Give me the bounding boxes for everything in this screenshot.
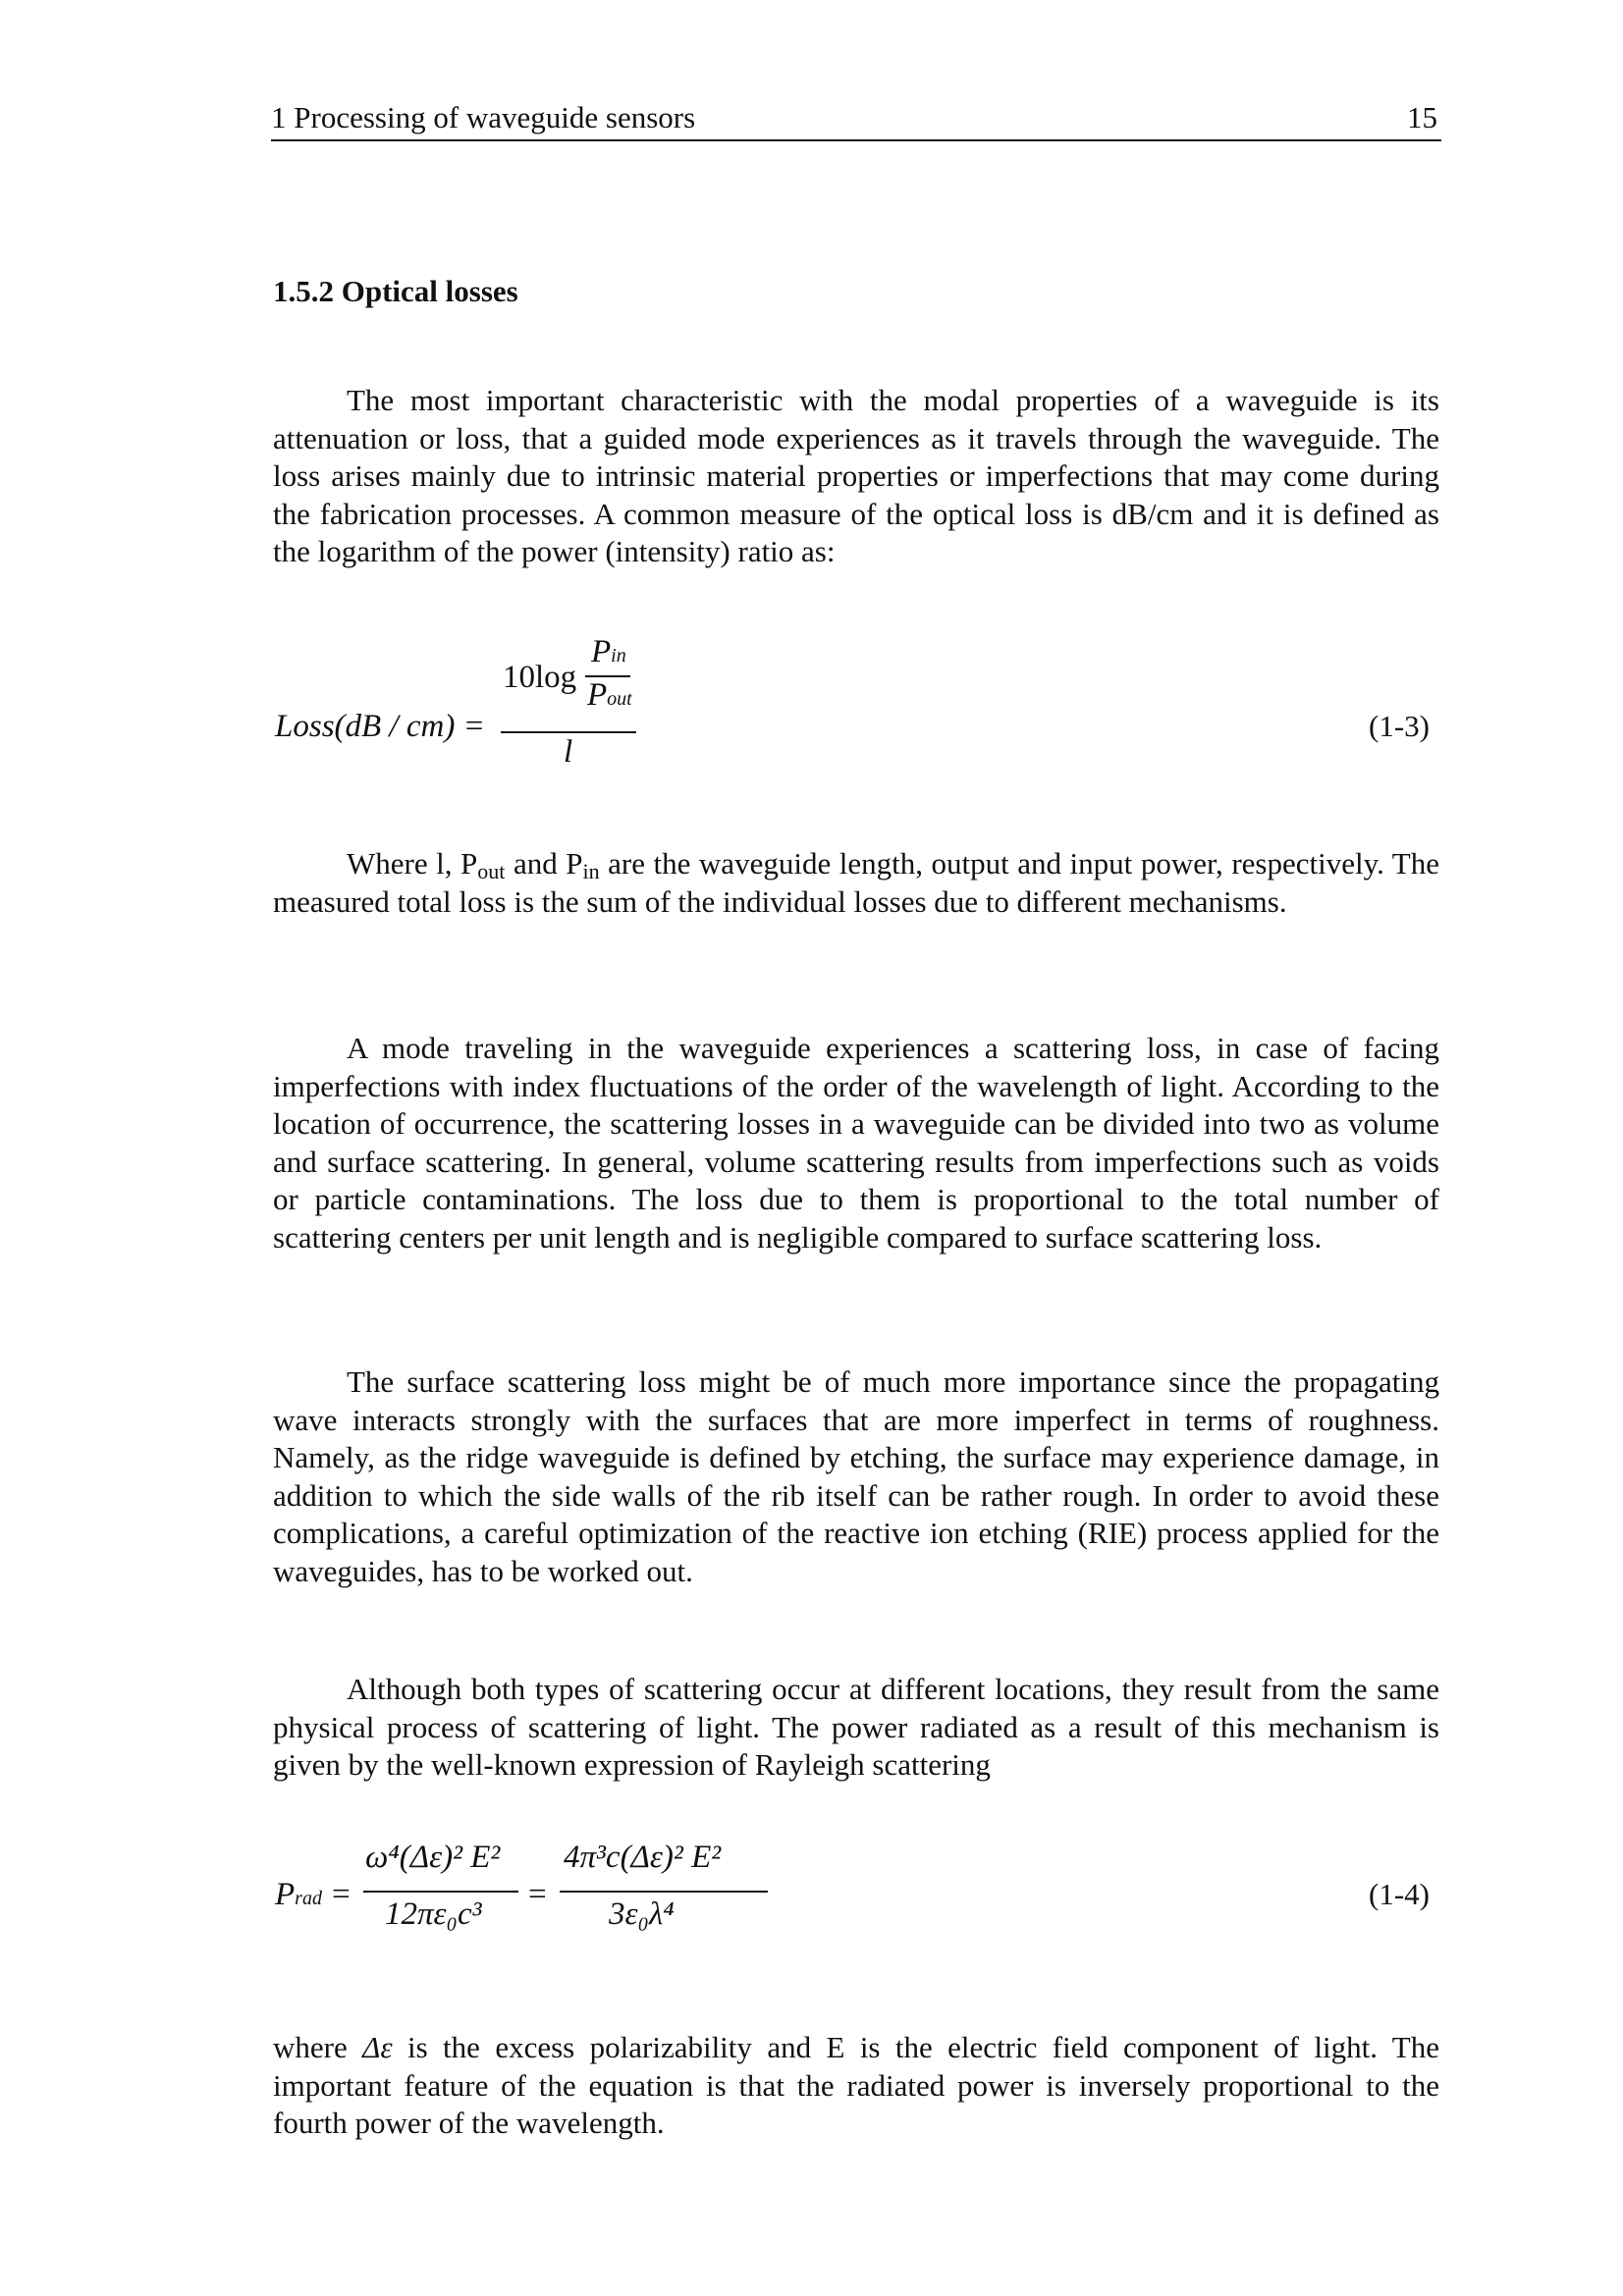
fraction-bar-1 [363, 1891, 518, 1893]
equation-1-3-numerator-prefix: 10log [503, 660, 577, 695]
equation-1-4-numerator-2: 4π³c(Δε)² E² [564, 1840, 722, 1875]
equation-1-3-pin: Pin [591, 634, 626, 669]
running-header [271, 94, 1441, 141]
equation-1-4-equals-2: = [528, 1877, 547, 1912]
equation-1-4-denominator-1: 12πε₀c³ [385, 1896, 482, 1932]
paragraph-variable-definitions: Where l, $P_{out}$ and $P_{in}$ are the waveguide length, output and input power, respectively. The measured total loss is the sum of the individual losses due to different mechanisms. [273, 846, 1439, 919]
page-number: 15 [1407, 100, 1437, 134]
equation-1-3-pout: Pout [587, 677, 632, 713]
paragraph-scattering-loss: A mode traveling in the waveguide experiences a scattering loss, in case of facing imperfections with index fluctuations of the order of the wavelength of light. According to the location of occurrence, the scattering losses in a waveguide can be divided into two as volume and surface scattering. In general, volume scattering results from imperfections such as voids or particle contaminations. The loss due to them is proportional to the total number of scattering centers per unit length and is negligible compared to surface scattering loss. [273, 1031, 1439, 1255]
paragraph-polarizability: where Δε is the excess polarizability and E is the electric field component of light. The important feature of the equation is that the radiated power is inversely proportional to the fourth power of the wavelength. [273, 2030, 1439, 2140]
header-title: 1 Processing of waveguide sensors [271, 100, 696, 134]
equation-1-3-denominator: l [564, 734, 573, 770]
paragraph-loss-definition: The most important characteristic with the modal properties of a waveguide is its attenuation or loss, that a guided mode experiences as it travels through the waveguide. The loss arises mainly due to intrinsic material properties or imperfections that may come during the fabrication processes. A common measure of the optical loss is dB/cm and it is defined as the logarithm of the power (intensity) ratio as: [273, 383, 1439, 568]
equation-1-4-numerator-1: ω⁴(Δε)² E² [365, 1840, 501, 1875]
section-heading: 1.5.2 Optical losses [273, 274, 518, 308]
equation-1-3-number: (1-3) [1369, 709, 1430, 743]
main-fraction-bar [501, 731, 636, 733]
equation-1-3 [271, 634, 1441, 795]
equation-1-4 [271, 1840, 1441, 1963]
fraction-bar-2 [560, 1891, 768, 1893]
equation-1-4-denominator-2: 3ε₀λ⁴ [609, 1896, 675, 1932]
equation-1-4-number: (1-4) [1369, 1877, 1430, 1911]
equation-1-4-equals-1: = [332, 1877, 351, 1912]
paragraph-surface-scattering: The surface scattering loss might be of much more importance since the propagating wave interacts strongly with the surfaces that are more imperfect in terms of roughness. Namely, as the ridge waveguide is defined by etching, the surface may experience damage, in addition to which the side walls of the rib itself can be rather rough. In order to avoid these complications, a careful optimization of the reactive ion etching (RIE) process applied for the waveguides, has to be worked out. [273, 1364, 1439, 1588]
equation-1-4-lhs: Prad [275, 1877, 322, 1912]
paragraph-rayleigh-scattering: Although both types of scattering occur at different locations, they result from the same physical process of scattering of light. The power radiated as a result of this mechanism is given by the well-known expression of Rayleigh scattering [273, 1672, 1439, 1782]
equation-1-3-lhs: Loss(dB / cm) = [275, 709, 485, 744]
delta-epsilon-symbol: Δε [362, 2030, 393, 2064]
